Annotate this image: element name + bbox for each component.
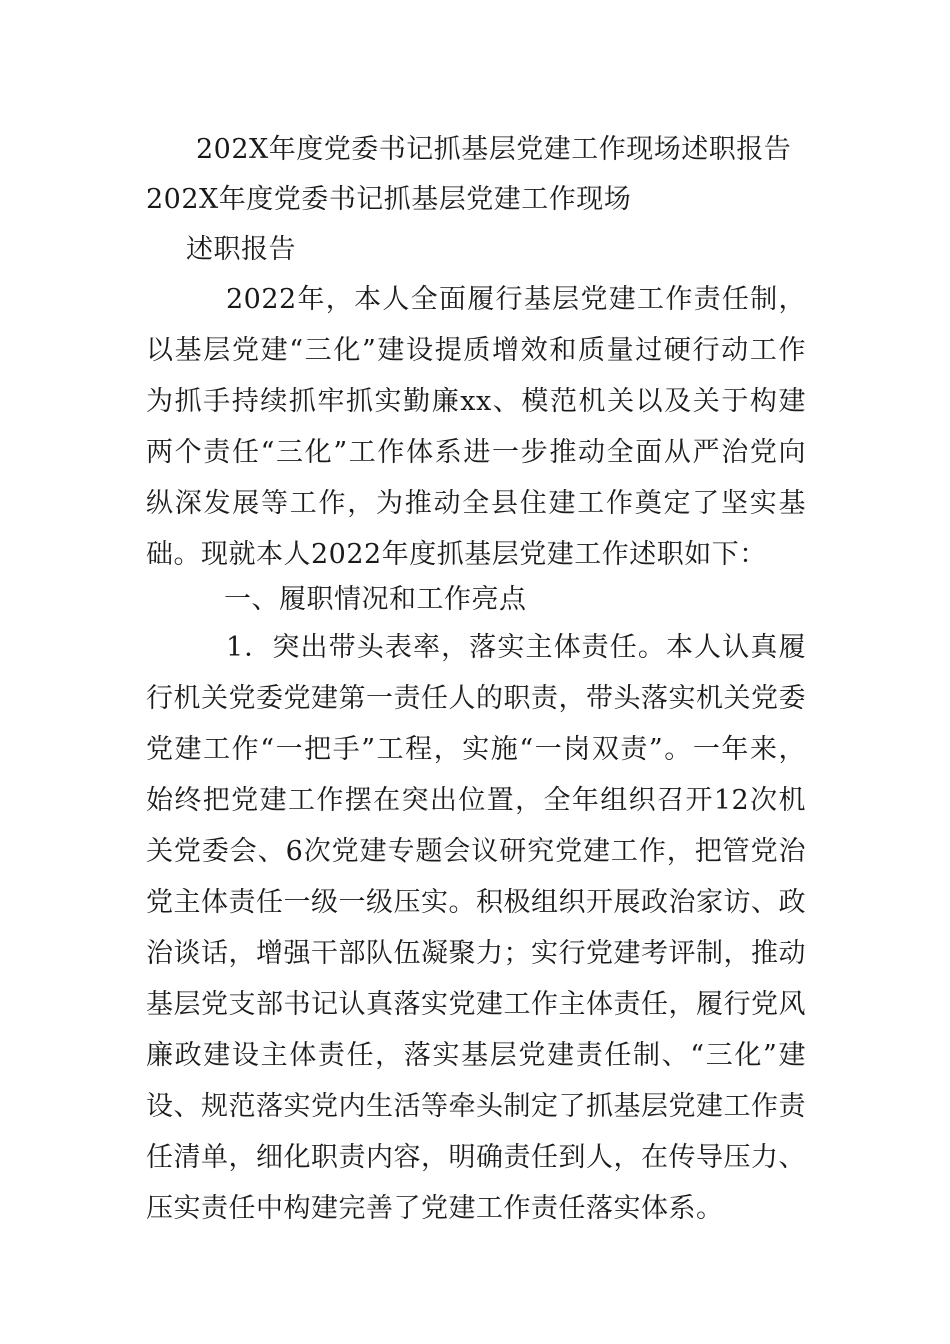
section-heading: 一、履职情况和工作亮点 xyxy=(224,584,527,615)
document-subtitle-line-1: 202X年度党委书记抓基层党建工作现场 xyxy=(146,184,632,215)
document-title: 202X年度党委书记抓基层党建工作现场述职报告 xyxy=(196,134,792,165)
intro-paragraph: 2022年，本人全面履行基层党建工作责任制，以基层党建“三化”建设提质增效和质量过硬行动工作为抓手持续抓牢抓实勤廉xx、模范机关以及关于构建两个责任“三化”工作体系进一步推动全面从严治党向纵深发展等工作，为推动全县住建工作奠定了坚实基础。现就本人2022年度抓基层党建工作述职如下： xyxy=(146,284,806,570)
document-subtitle-line-2: 述职报告 xyxy=(186,234,296,265)
item-1-paragraph: 1．突出带头表率，落实主体责任。本人认真履行机关党委党建第一责任人的职责，带头落实机关党委党建工作“一把手”工程，实施“一岗双责”。一年来，始终把党建工作摆在突出位置，全年组织召开12次机关党委会、6次党建专题会议研究党建工作，把管党治党主体责任一级一级压实。积极组织开展政治家访、政治谈话，增强干部队伍凝聚力；实行党建考评制，推动基层党支部书记认真落实党建工作主体责任，履行党风廉政建设主体责任，落实基层党建责任制、“三化”建设、规范落实党内生活等牵头制定了抓基层党建工作责任清单，细化职责内容，明确责任到人，在传导压力、压实责任中构建完善了党建工作责任落实体系。 xyxy=(146,632,806,1224)
